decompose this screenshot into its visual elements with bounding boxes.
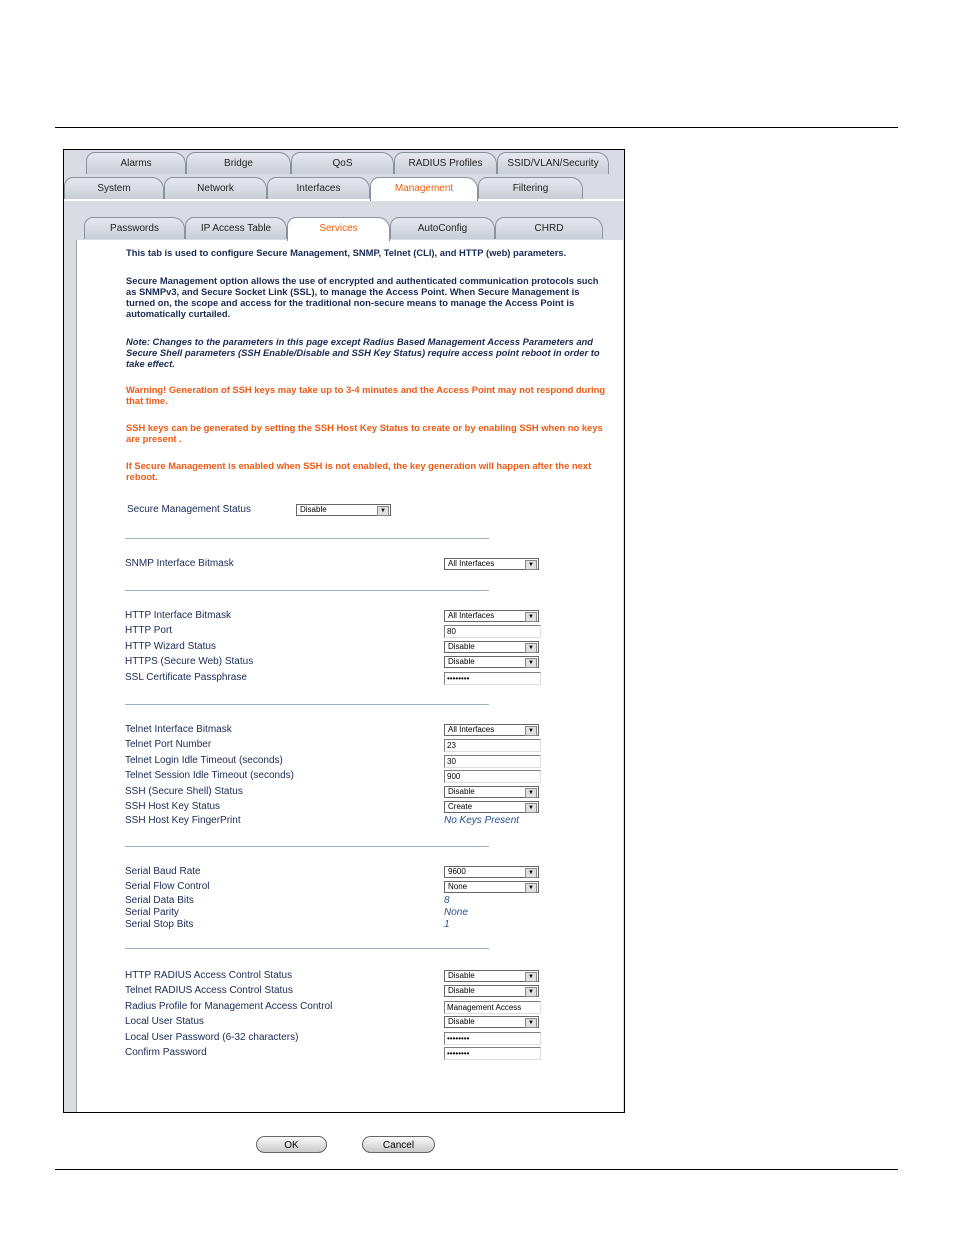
telnet-bitmask-label: Telnet Interface Bitmask [125,724,232,735]
services-content [76,240,623,1112]
local-user-password-input[interactable]: •••••••• [444,1032,541,1045]
tab-services[interactable]: Services [287,217,390,241]
ap-config-window [63,149,625,1151]
telnet-port-label: Telnet Port Number [125,739,212,750]
telnet-radius-select[interactable]: Disable ▼ [444,985,539,997]
tab-bridge[interactable]: Bridge [186,152,291,174]
http-bitmask-label: HTTP Interface Bitmask [125,610,231,621]
radius-profile-input[interactable]: Management Access [444,1001,541,1014]
separator-2 [125,590,489,591]
ssh-hostkey-select[interactable]: Create ▼ [444,801,539,813]
chevron-down-icon: ▼ [525,883,537,893]
chevron-down-icon: ▼ [525,612,537,622]
tab-ssid-vlan-security[interactable]: SSID/VLAN/Security [497,152,609,174]
ssh-key-info: SSH keys can be generated by setting the SSH Host Key Status to create or by enabling SSH when no keys are present . [126,422,603,444]
serial-flow-select[interactable]: None ▼ [444,881,539,893]
https-status-select[interactable]: Disable ▼ [444,656,539,668]
http-radius-label: HTTP RADIUS Access Control Status [125,970,293,981]
secure-mgmt-warning: If Secure Management is enabled when SSH is not enabled, the key generation will happen after the next reboot. [126,460,592,482]
ssl-passphrase-input[interactable]: •••••••• [444,672,541,685]
chevron-down-icon: ▼ [525,987,537,997]
telnet-login-timeout-input[interactable]: 30 [444,755,541,768]
http-port-label: HTTP Port [125,625,173,636]
tab-interfaces[interactable]: Interfaces [267,177,370,199]
ssh-status-label: SSH (Secure Shell) Status [125,786,243,797]
telnet-session-timeout-input[interactable]: 900 [444,770,541,783]
intro-text: This tab is used to configure Secure Management, SNMP, Telnet (CLI), and HTTP (web) parameters. [126,247,567,258]
ok-button[interactable]: OK [256,1136,327,1153]
ssh-status-select[interactable]: Disable ▼ [444,786,539,798]
https-status-label: HTTPS (Secure Web) Status [125,656,254,667]
ssl-passphrase-label: SSL Certificate Passphrase [125,672,247,683]
reboot-note: Note: Changes to the parameters in this page except Radius Based Management Access Parameters and Secure Shell parameters (SSH Enable/Disable and SSH Key Status) require access point reboot in order to take effect. [126,336,600,369]
tab-chrd[interactable]: CHRD [495,217,603,239]
local-user-password-label: Local User Password (6-32 characters) [125,1032,299,1043]
tab-alarms[interactable]: Alarms [86,152,186,174]
serial-stopbits-value: 1 [444,919,450,930]
radius-profile-label: Radius Profile for Management Access Control [125,1001,333,1012]
tab-qos[interactable]: QoS [291,152,394,174]
chevron-down-icon: ▼ [525,972,537,982]
chevron-down-icon: ▼ [525,643,537,653]
separator-4 [125,846,489,847]
snmp-bitmask-label: SNMP Interface Bitmask [125,558,234,569]
ssh-hostkey-label: SSH Host Key Status [125,801,221,812]
secure-mgmt-label: Secure Management Status [127,504,251,515]
http-wizard-label: HTTP Wizard Status [125,641,216,652]
page-top-rule [55,127,898,128]
chevron-down-icon: ▼ [525,803,537,813]
tab-system[interactable]: System [64,177,164,199]
confirm-password-input[interactable]: •••••••• [444,1047,541,1060]
services-panel [77,240,623,1112]
serial-parity-value: None [444,907,468,918]
ssh-warning: Warning! Generation of SSH keys may take up to 3-4 minutes and the Access Point may not respond during that time. [126,384,606,406]
tab-strip-divider [64,199,624,201]
snmp-bitmask-select[interactable]: All Interfaces ▼ [444,558,539,570]
serial-flow-label: Serial Flow Control [125,881,210,892]
chevron-down-icon: ▼ [525,726,537,736]
telnet-radius-label: Telnet RADIUS Access Control Status [125,985,293,996]
secure-mgmt-description: Secure Management option allows the use of encrypted and authenticated communication protocols such as SNMPv3, and Secure Socket Link (SSL), to manage the Access Point. When Secure Management is turned on, the scope and access for the traditional non-secure means to manage the Access Point is automatically curtailed. [126,275,599,319]
chevron-down-icon: ▼ [525,658,537,668]
local-user-status-label: Local User Status [125,1016,204,1027]
separator-1 [125,538,489,539]
tab-ip-access-table[interactable]: IP Access Table [185,217,287,239]
telnet-login-timeout-label: Telnet Login Idle Timeout (seconds) [125,755,283,766]
chevron-down-icon: ▼ [525,560,537,570]
serial-baud-label: Serial Baud Rate [125,866,201,877]
ssh-fingerprint-label: SSH Host Key FingerPrint [125,815,241,826]
http-wizard-select[interactable]: Disable ▼ [444,641,539,653]
chevron-down-icon: ▼ [377,506,389,516]
serial-baud-select[interactable]: 9600 ▼ [444,866,539,878]
secure-mgmt-select[interactable]: Disable ▼ [296,504,391,516]
serial-stopbits-label: Serial Stop Bits [125,919,194,930]
serial-databits-value: 8 [444,895,450,906]
chevron-down-icon: ▼ [525,1018,537,1028]
telnet-bitmask-select[interactable]: All Interfaces ▼ [444,724,539,736]
serial-parity-label: Serial Parity [125,907,179,918]
tab-network[interactable]: Network [164,177,267,199]
http-bitmask-select[interactable]: All Interfaces ▼ [444,610,539,622]
tab-management[interactable]: Management [370,177,478,201]
tab-autoconfig[interactable]: AutoConfig [390,217,495,239]
cancel-button[interactable]: Cancel [362,1136,435,1153]
chevron-down-icon: ▼ [525,868,537,878]
tab-filtering[interactable]: Filtering [478,177,583,199]
telnet-port-input[interactable]: 23 [444,739,541,752]
tab-radius-profiles[interactable]: RADIUS Profiles [394,152,497,174]
http-radius-select[interactable]: Disable ▼ [444,970,539,982]
page-bottom-rule [55,1169,898,1170]
confirm-password-label: Confirm Password [125,1047,207,1058]
http-port-input[interactable]: 80 [444,625,541,638]
ssh-fingerprint-value: No Keys Present [444,815,520,826]
telnet-session-timeout-label: Telnet Session Idle Timeout (seconds) [125,770,294,781]
separator-5 [125,948,489,949]
tab-passwords[interactable]: Passwords [84,217,185,239]
separator-3 [125,704,489,705]
local-user-status-select[interactable]: Disable ▼ [444,1016,539,1028]
serial-databits-label: Serial Data Bits [125,895,194,906]
chevron-down-icon: ▼ [525,788,537,798]
